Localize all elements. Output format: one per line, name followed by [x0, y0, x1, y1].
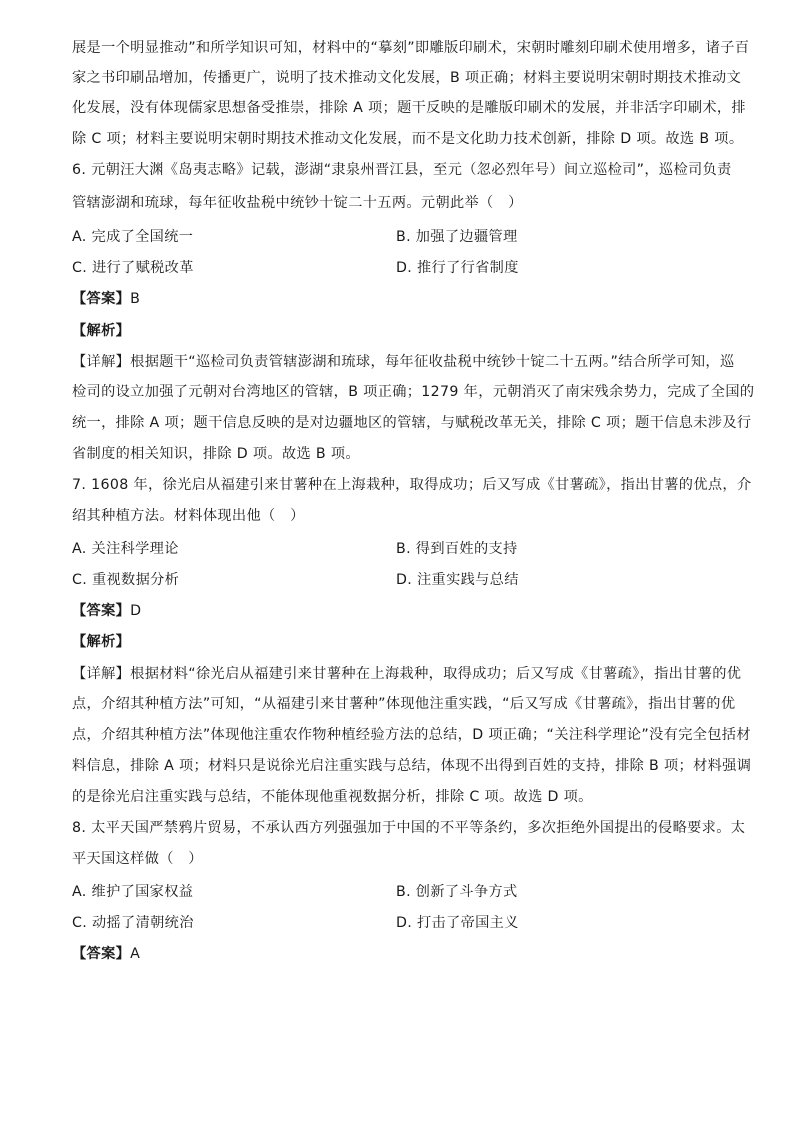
question-7-option-a: A. 关注科学理论 — [72, 541, 179, 557]
question-7-detail: 点，介绍其种植方法”体现他注重农作物种植经验方法的总结，D 项正确；“关注科学理论”没有完全包括材 — [72, 727, 751, 743]
answer-label: 【答案】 — [72, 291, 131, 307]
explanation-line: 除 C 项；材料主要说明宋朝时期技术推动文化发展，而不是文化助力技术创新，排除 D 项。故选 B 项。 — [72, 131, 744, 147]
question-6-option-b: B. 加强了边疆管理 — [396, 229, 518, 245]
question-7-stem: 7. 1608 年，徐光启从福建引来甘薯种在上海栽种，取得成功；后又写成《甘薯疏》，指出甘薯的优点，介 — [72, 477, 752, 493]
question-7-detail: 的是徐光启注重实践与总结，不能体现他重视数据分析，排除 C 项。故选 D 项。 — [72, 789, 593, 805]
question-6-option-d: D. 推行了行省制度 — [396, 260, 519, 276]
explanation-line: 展是一个明显推动”和所学知识可知，材料中的“摹刻”即雕版印刷术，宋朝时雕刻印刷术使用增多，诸子百 — [72, 40, 750, 56]
question-7-stem: 绍其种植方法。材料体现出他（ ） — [72, 508, 305, 524]
answer-label: 【答案】 — [72, 603, 131, 619]
question-6-analysis-label: 【解析】 — [72, 323, 131, 339]
question-6-detail: 省制度的相关知识，排除 D 项。故选 B 项。 — [72, 446, 360, 462]
question-6-stem: 管辖澎湖和琉球，每年征收盐税中统钞十锭二十五两。元朝此举（ ） — [72, 195, 523, 211]
question-6-detail: 检司的设立加强了元朝对台湾地区的管辖，B 项正确；1279 年，元朝消灭了南宋残余势力，完成了全国的 — [72, 384, 755, 400]
question-7-option-d: D. 注重实践与总结 — [396, 572, 519, 588]
question-7-option-c: C. 重视数据分析 — [72, 572, 180, 588]
explanation-line: 化发展，没有体现儒家思想备受推崇，排除 A 项；题干反映的是雕版印刷术的发展，并非活字印刷术，排 — [72, 100, 746, 116]
question-8-option-a: A. 维护了国家权益 — [72, 884, 194, 900]
question-6-answer — [72, 289, 140, 309]
question-6-stem: 6. 元朝汪大渊《岛夷志略》记载，澎湖“隶泉州晋江县，至元（忽必烈年号）间立巡检司”，巡检司负责 — [72, 162, 732, 178]
question-8-answer — [72, 944, 140, 964]
explanation-line: 家之书印刷品增加，传播更广，说明了技术推动文化发展，B 项正确；材料主要说明宋朝时期技术推动文 — [72, 70, 742, 86]
question-7-detail: 点，介绍其种植方法”可知，“从福建引来甘薯种”体现他注重实践，“后又写成《甘薯疏》，指出甘薯的优 — [72, 696, 736, 712]
question-6-option-a: A. 完成了全国统一 — [72, 229, 194, 245]
question-8-option-c: C. 动摇了清朝统治 — [72, 915, 194, 931]
question-8-stem: 平天国这样做（ ） — [72, 851, 203, 867]
question-7-answer — [72, 601, 141, 621]
question-6-option-c: C. 进行了赋税改革 — [72, 260, 194, 276]
question-7-detail: 【详解】根据材料“徐光启从福建引来甘薯种在上海栽种，取得成功；后又写成《甘薯疏》，指出甘薯的优 — [72, 666, 742, 682]
question-6-detail: 【详解】根据题干“巡检司负责管辖澎湖和琉球，每年征收盐税中统钞十锭二十五两。”结合所学可知，巡 — [72, 354, 735, 370]
question-7-detail: 料信息，排除 A 项；材料只是说徐光启注重实践与总结，体现不出得到百姓的支持，排除 B 项；材料强调 — [72, 758, 752, 774]
question-6-detail: 统一，排除 A 项；题干信息反映的是对边疆地区的管辖，与赋税改革无关，排除 C 项；题干信息未涉及行 — [72, 415, 752, 431]
question-7-option-b: B. 得到百姓的支持 — [396, 541, 518, 557]
answer-value: D — [130, 603, 142, 619]
question-8-option-b: B. 创新了斗争方式 — [396, 884, 518, 900]
answer-value: B — [130, 291, 141, 307]
question-8-option-d: D. 打击了帝国主义 — [396, 915, 519, 931]
question-8-stem: 8. 太平天国严禁鸦片贸易，不承认西方列强强加于中国的不平等条约，多次拒绝外国提出的侵略要求。太 — [72, 820, 746, 836]
answer-value: A — [130, 946, 141, 962]
question-7-analysis-label: 【解析】 — [72, 634, 131, 650]
answer-label: 【答案】 — [72, 946, 131, 962]
